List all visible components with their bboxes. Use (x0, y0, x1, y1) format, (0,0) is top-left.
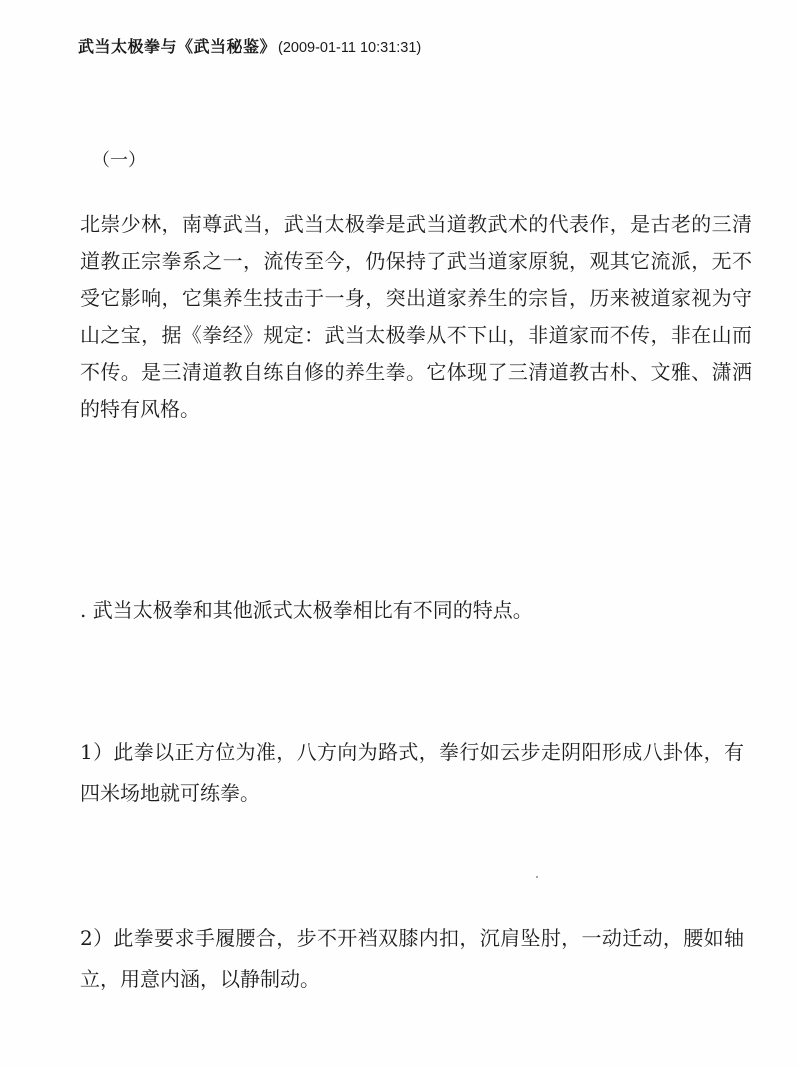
scan-speck (536, 876, 538, 878)
article-timestamp: (2009-01-11 10:31:31) (278, 40, 422, 56)
intro-paragraph: 北崇少林，南尊武当，武当太极拳是武当道教武术的代表作，是古老的三清道教正宗拳系之一，流传至今，仍保持了武当道家原貌，观其它流派，无不受它影响，它集养生技击于一身，突出道家养生的宗旨，历来被道家视为守山之宝，据《拳经》规定：武当太极拳从不下山，非道家而不传，非在山而不传。是三清道教自练自修的养生拳。它体现了三清道教古朴、文雅、潇洒的特有风格。 (80, 212, 752, 421)
section-marker: （一） (92, 150, 146, 171)
document-header (78, 34, 421, 57)
features-lead-line: . 武当太极拳和其他派式太极拳相比有不同的特点。 (80, 598, 533, 622)
feature-point-2: 2）此拳要求手履腰合，步不开裆双膝内扣，沉肩坠肘，一动迁动，腰如轴立，用意内涵，以静制动。 (80, 926, 744, 991)
feature-point-1: 1）此拳以正方位为准，八方向为路式，拳行如云步走阴阳形成八卦体，有四米场地就可练拳。 (80, 740, 744, 805)
article-title: 武当太极拳与《武当秘鉴》 (78, 37, 277, 56)
